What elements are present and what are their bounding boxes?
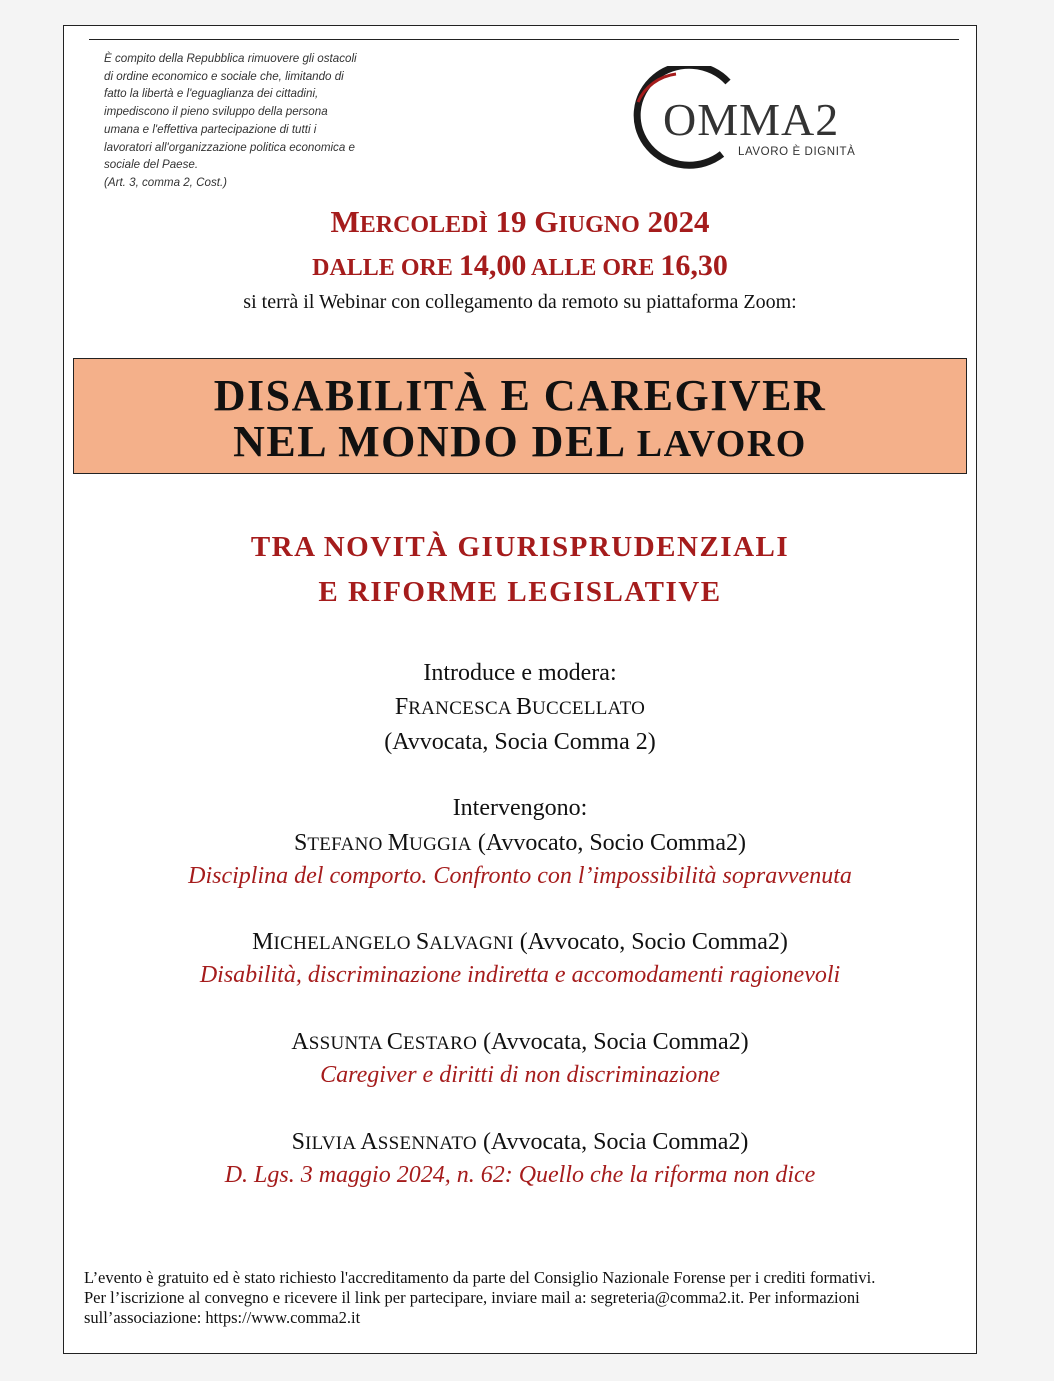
footer-line-3: sull’associazione: https://www.comma2.it	[84, 1308, 361, 1327]
moderator-role: (Avvocata, Socia Comma 2)	[384, 729, 656, 755]
moderator-heading: Introduce e modera:	[423, 660, 617, 686]
speaker-name: SILVIA ASSENNATO (Avvocata, Socia Comma2)	[291, 1129, 749, 1155]
speaker-name: ASSUNTA CESTARO (Avvocata, Socia Comma2)	[291, 1029, 749, 1055]
speakers-heading: Intervengono:	[452, 795, 588, 821]
speaker-topic: D. Lgs. 3 maggio 2024, n. 62: Quello che la riforma non dice	[224, 1162, 816, 1188]
event-time: DALLE ORE 14,00 ALLE ORE 16,30	[312, 249, 728, 282]
subtitle-line-1: TRA NOVITÀ GIURISPRUDENZIALI	[250, 531, 790, 563]
speaker-name: MICHELANGELO SALVAGNI (Avvocato, Socio Comma2)	[252, 929, 788, 955]
footer-info	[84, 1268, 960, 1328]
title-line-1: DISABILITÀ E CAREGIVER	[213, 371, 827, 420]
moderator-name: FRANCESCA BUCCELLATO	[394, 694, 646, 720]
footer-line-1: L’evento è gratuito ed è stato richiesto l'accreditamento da parte del Consiglio Nazionale Forense per i crediti formativi.	[84, 1268, 876, 1287]
quote-line: (Art. 3, comma 2, Cost.)	[104, 175, 228, 189]
speaker-name: STEFANO MUGGIA (Avvocato, Socio Comma2)	[294, 830, 746, 856]
speaker-topic: Caregiver e diritti di non discriminazione	[320, 1062, 720, 1088]
quote-line: di ordine economico e sociale che, limitando di	[104, 69, 344, 83]
quote-line: È compito della Repubblica rimuovere gli ostacoli	[104, 52, 357, 65]
quote-line: umana e l'effettiva partecipazione di tutti i	[104, 122, 317, 136]
quote-line: lavoratori all'organizzazione politica economica e	[104, 140, 355, 154]
title-box	[73, 358, 967, 474]
speaker-topic: Disciplina del comporto. Confronto con l’impossibilità sopravvenuta	[188, 863, 852, 889]
quote-line: fatto la libertà e l'eguaglianza dei cittadini,	[104, 87, 319, 101]
title-line-2: NEL MONDO DEL LAVORO	[233, 417, 807, 466]
quote-line: sociale del Paese.	[104, 158, 199, 172]
top-rule	[89, 39, 959, 40]
constitution-quote	[104, 50, 424, 192]
speaker-topic: Disabilità, discriminazione indiretta e accomodamenti ragionevoli	[199, 962, 841, 988]
event-date: MERCOLEDÌ 19 GIUGNO 2024	[330, 204, 710, 239]
event-intro: si terrà il Webinar con collegamento da remoto su piattaforma Zoom:	[243, 291, 797, 313]
quote-line: impediscono il pieno sviluppo della persona	[104, 105, 328, 119]
subtitle-line-2: E RIFORME LEGISLATIVE	[318, 576, 722, 608]
logo-tagline: LAVORO È DIGNITÀ	[738, 146, 856, 158]
footer-line-2: Per l’iscrizione al convegno e ricevere il link per partecipare, inviare mail a: segreteria@comma2.it. Per informazioni	[84, 1288, 860, 1307]
logo-wordmark: OMMA2	[663, 94, 840, 145]
